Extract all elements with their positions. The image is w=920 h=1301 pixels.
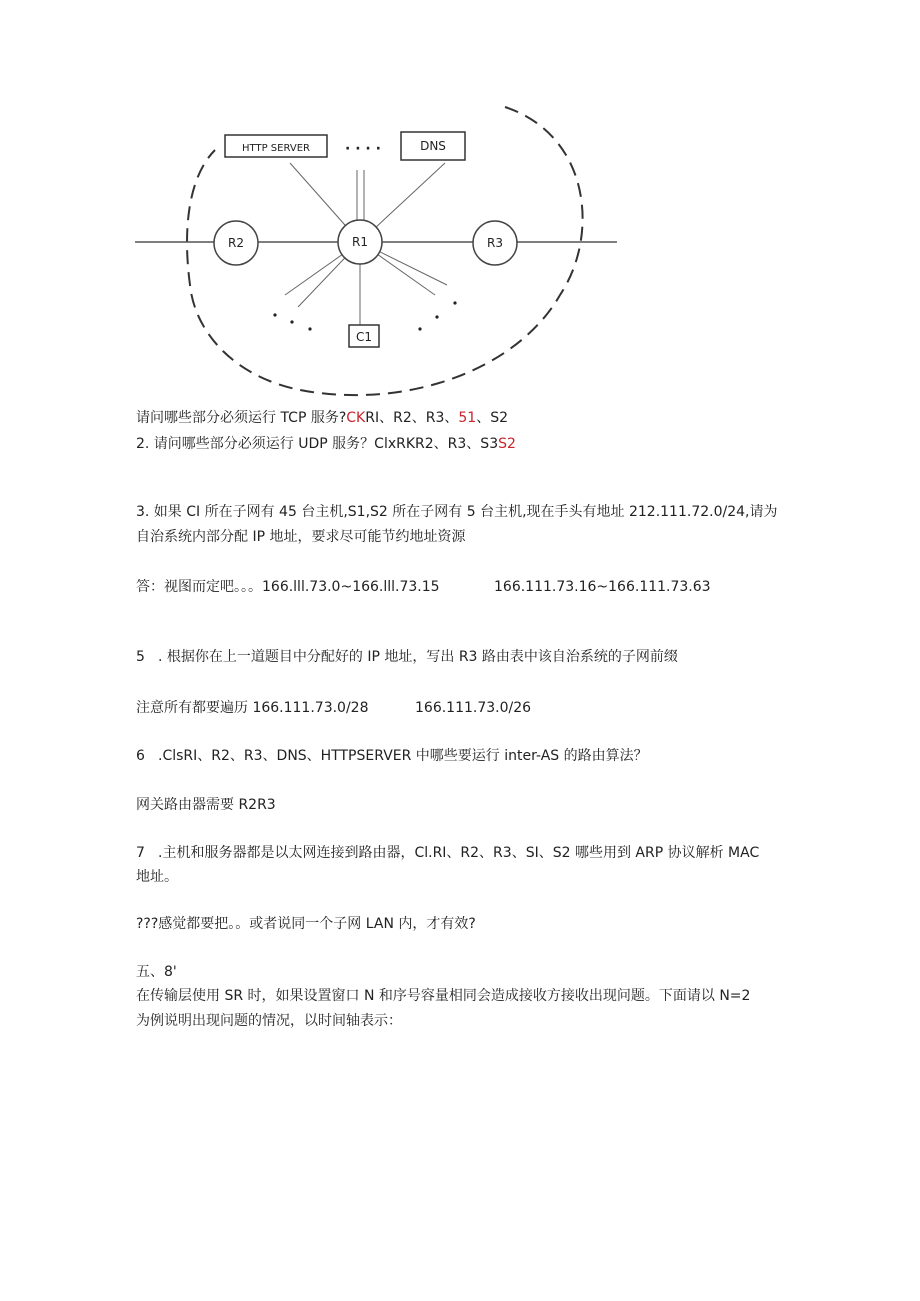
- dot: [273, 313, 276, 316]
- network-diagram: [120, 95, 630, 400]
- answer-5: [136, 698, 532, 718]
- q1-mid: RI、R2、R3、: [365, 410, 459, 426]
- dot: [290, 320, 293, 323]
- q5-num: 5: [136, 649, 145, 665]
- question-3-line-1: 3. 如果 CI 所在子网有 45 台主机,S1,S2 所在子网有 5 台主机,现在手头有地址 212.111.72.0/24,请为: [136, 504, 778, 520]
- question-7-line-2: 地址。: [136, 869, 178, 885]
- section-5-title: 五、8': [136, 964, 177, 980]
- dot: [418, 327, 421, 330]
- r2-label: R2: [228, 236, 244, 250]
- q7-num: 7: [136, 845, 145, 861]
- section-5-line-1: 在传输层使用 SR 时，如果设置窗口 N 和序号容量相同会造成接收方接收出现问题。下面请以 N=2: [136, 988, 751, 1004]
- c1-label: C1: [355, 330, 373, 344]
- answer-6: 网关路由器需要 R2R3: [136, 797, 276, 813]
- http-server-label: HTTP SERVER: [242, 143, 310, 154]
- a5-second: 166.111.73.0/26: [415, 700, 532, 716]
- q1-red-2: 51: [458, 410, 477, 426]
- dot: [435, 315, 438, 318]
- q1-end: 、S2: [476, 410, 509, 426]
- q5-text: . 根据你在上一道题目中分配好的 IP 地址，写出 R3 路由表中该自治系统的子网前缀: [158, 649, 678, 665]
- q6-num: 6: [136, 748, 145, 764]
- q6-text: .ClsRI、R2、R3、DNS、HTTPSERVER 中哪些要运行 inter-AS 的路由算法？: [158, 748, 648, 764]
- question-2: [136, 434, 516, 454]
- answer-7: ???感觉都要把。。或者说同一个子网 LAN 内，才有效?: [136, 916, 476, 932]
- q1-text: 请问哪些部分必须运行 TCP 服务?: [136, 410, 347, 426]
- question-6: [136, 746, 648, 766]
- question-7-line-1: [136, 843, 760, 863]
- dot: [453, 301, 456, 304]
- r1-label: R1: [352, 235, 368, 249]
- r3-label: R3: [487, 236, 503, 250]
- question-5: [136, 647, 678, 667]
- q2-red: S2: [498, 436, 516, 452]
- question-1: [136, 408, 508, 428]
- a3-prefix: 答：视图而定吧。。。166.lll.73.0~166.lll.73.15: [136, 579, 440, 595]
- question-3-line-2: 自治系统内部分配 IP 地址，要求尽可能节约地址资源: [136, 529, 466, 545]
- section-5-line-2: 为例说明出现问题的情况，以时间轴表示：: [136, 1013, 402, 1029]
- q2-text: 2. 请问哪些部分必须运行 UDP 服务？ClxRKR2、R3、S3: [136, 436, 499, 452]
- a5-prefix: 注意所有都要遍历 166.111.73.0/28: [136, 700, 369, 716]
- dot: [308, 327, 311, 330]
- answer-3: [136, 577, 711, 597]
- q7-line-1-text: .主机和服务器都是以太网连接到路由器，Cl.RI、R2、R3、SI、S2 哪些用到 ARP 协议解析 MAC: [158, 845, 760, 861]
- dns-label: DNS: [420, 139, 446, 153]
- dots-top: · · · ·: [345, 141, 381, 157]
- a3-second: 166.111.73.16~166.111.73.63: [494, 579, 711, 595]
- q1-red-1: CK: [346, 410, 366, 426]
